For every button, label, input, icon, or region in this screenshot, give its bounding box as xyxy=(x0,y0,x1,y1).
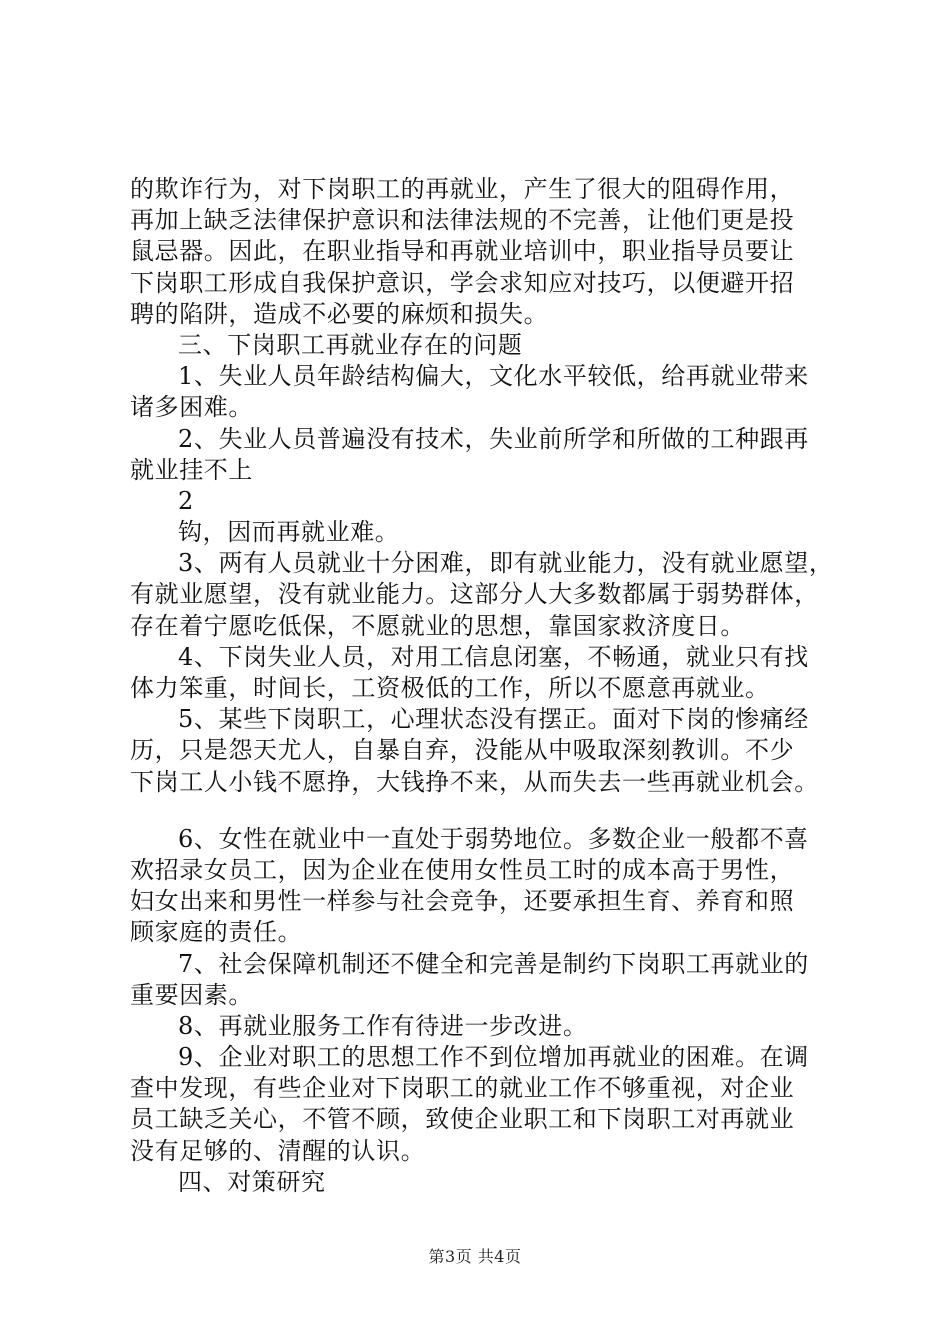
text-line: 3、两有人员就业十分困难，即有就业能力，没有就业愿望， xyxy=(178,549,834,578)
text-line: 鼠忌器。因此，在职业指导和再就业培训中，职业指导员要让 xyxy=(130,237,795,266)
text-line: 没有足够的、清醒的认识。 xyxy=(130,1136,426,1165)
text-line: 2、失业人员普遍没有技术，失业前所学和所做的工种跟再 xyxy=(178,424,809,453)
text-line: 顾家庭的责任。 xyxy=(130,918,303,947)
section-heading: 三、下岗职工再就业存在的问题 xyxy=(178,330,523,359)
text-line: 8、再就业服务工作有待进一步改进。 xyxy=(178,1011,588,1040)
text-line: 下岗工人小钱不愿挣，大钱挣不来，从而失去一些再就业机会。 xyxy=(130,767,819,796)
text-line: 欢招录女员工，因为企业在使用女性员工时的成本高于男性， xyxy=(130,855,795,884)
text-line: 7、社会保障机制还不健全和完善是制约下岗职工再就业的 xyxy=(178,949,809,978)
text-line: 2 xyxy=(178,486,194,515)
text-line: 4、下岗失业人员，对用工信息闭塞，不畅通，就业只有找 xyxy=(178,642,809,671)
text-line: 9、企业对职工的思想工作不到位增加再就业的困难。在调 xyxy=(178,1043,809,1072)
text-line: 钩，因而再就业难。 xyxy=(178,518,400,547)
text-line: 查中发现，有些企业对下岗职工的就业工作不够重视，对企业 xyxy=(130,1074,795,1103)
text-line: 的欺诈行为，对下岗职工的再就业，产生了很大的阻碍作用， xyxy=(130,175,795,203)
text-line: 再加上缺乏法律保护意识和法律法规的不完善，让他们更是投 xyxy=(130,206,795,235)
text-line: 历，只是怨天尤人，自暴自弃，没能从中吸取深刻教训。不少 xyxy=(130,736,795,765)
page-number: 第3页 共4页 xyxy=(428,1247,522,1266)
text-line: 5、某些下岗职工，心理状态没有摆正。面对下岗的惨痛经 xyxy=(178,705,809,734)
text-line: 妇女出来和男性一样参与社会竞争，还要承担生育、养育和照 xyxy=(130,887,795,916)
text-line: 重要因素。 xyxy=(130,980,253,1009)
text-line: 体力笨重，时间长，工资极低的工作，所以不愿意再就业。 xyxy=(130,674,770,702)
text-line: 有就业愿望，没有就业能力。这部分人大多数都属于弱势群体， xyxy=(130,580,819,609)
document-body xyxy=(130,174,850,1198)
section-heading: 四、对策研究 xyxy=(178,1167,326,1196)
text-line: 诸多困难。 xyxy=(130,393,253,422)
paragraph-gap xyxy=(130,798,850,824)
text-line: 聘的陷阱，造成不必要的麻烦和损失。 xyxy=(130,299,549,328)
text-line: 6、女性在就业中一直处于弱势地位。多数企业一般都不喜 xyxy=(178,824,809,853)
text-line: 下岗职工形成自我保护意识，学会求知应对技巧，以便避开招 xyxy=(130,268,795,297)
text-line: 1、失业人员年龄结构偏大，文化水平较低，给再就业带来 xyxy=(178,362,809,391)
text-line: 存在着宁愿吃低保，不愿就业的思想，靠国家救济度日。 xyxy=(130,611,745,640)
text-line: 就业挂不上 xyxy=(130,455,253,484)
text-line: 员工缺乏关心，不管不顾，致使企业职工和下岗职工对再就业 xyxy=(130,1105,795,1134)
